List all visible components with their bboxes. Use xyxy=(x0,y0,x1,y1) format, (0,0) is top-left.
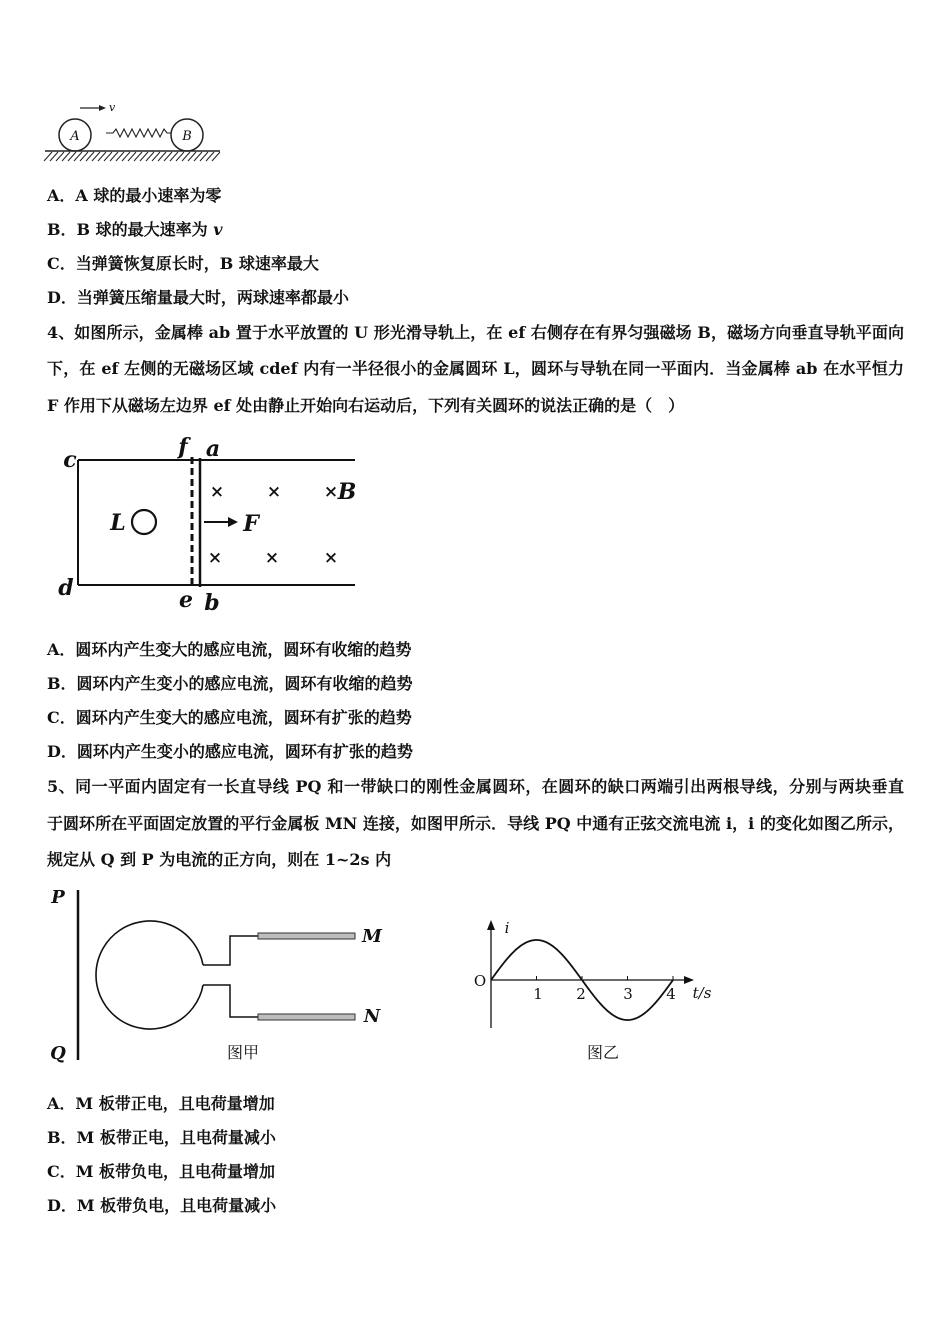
option-text: 当弹簧压缩量最大时，两球速率都最小 xyxy=(76,288,349,307)
q5-stem-line-2: 于圆环所在平面固定放置的平行金属板 MN 连接，如图甲所示．导线 PQ 中通有正弦交流电流 i，i 的变化如图乙所示， xyxy=(47,814,904,833)
field-mark: × xyxy=(209,482,225,502)
option-letter: A． xyxy=(47,1094,76,1113)
option-letter: C． xyxy=(47,1162,76,1181)
option-text: B 球的最大速率为 xyxy=(76,220,214,239)
q5-option-d xyxy=(47,1194,276,1218)
field-mark: × xyxy=(264,548,280,568)
ball-b-label: B xyxy=(182,129,192,144)
ball-a-label: A xyxy=(70,129,80,144)
option-text: A 球的最小速率为零 xyxy=(75,186,222,205)
q3-option-c xyxy=(47,252,319,276)
option-letter: C． xyxy=(47,254,76,273)
velocity-label: v xyxy=(109,101,116,114)
figure-rails-field xyxy=(50,430,365,615)
option-text: M 板带负电，且电荷量增加 xyxy=(75,1162,276,1181)
option-text: 圆环内产生变大的感应电流，圆环有扩张的趋势 xyxy=(75,708,412,727)
q4-stem-line-3: F 作用下从磁场左边界 ef 处由静止开始向右运动后，下列有关圆环的说法正确的是（ ） xyxy=(47,396,685,415)
t-axis-arrow xyxy=(684,976,694,984)
option-letter: D． xyxy=(47,288,77,307)
label-p: P xyxy=(51,887,65,908)
option-letter: D． xyxy=(47,1196,77,1215)
field-mark: × xyxy=(266,482,282,502)
field-mark: × xyxy=(323,482,339,502)
option-letter: A． xyxy=(47,640,76,659)
upper-lead-wire xyxy=(203,936,258,965)
label-ring-l: L xyxy=(110,510,126,536)
figure-wire-ring-graph xyxy=(40,882,725,1067)
tick-label: 1 xyxy=(533,985,543,1003)
label-m: M xyxy=(362,926,382,947)
option-letter: B． xyxy=(47,1128,77,1147)
q3-option-a xyxy=(47,184,221,208)
option-letter: A． xyxy=(47,186,76,205)
q5-option-c xyxy=(47,1160,275,1184)
q3-option-d xyxy=(47,286,349,310)
option-letter: B． xyxy=(47,220,77,239)
tick-label: 3 xyxy=(623,985,633,1003)
option-letter: C． xyxy=(47,708,76,727)
plate-n xyxy=(258,1014,355,1020)
q5-stem-line-1: 5、同一平面内固定有一长直导线 PQ 和一带缺口的刚性金属圆环，在圆环的缺口两端引出两根导线，分别与两块垂直 xyxy=(47,777,904,796)
caption-figure-a: 图甲 xyxy=(226,1043,260,1062)
label-q: Q xyxy=(50,1043,66,1064)
i-axis-label: i xyxy=(504,919,510,937)
option-variable: v xyxy=(213,220,223,239)
label-f: f xyxy=(178,434,188,460)
option-letter: D． xyxy=(47,742,77,761)
q4-option-a xyxy=(47,638,411,662)
caption-figure-b: 图乙 xyxy=(586,1043,620,1062)
figure-a xyxy=(50,887,383,1064)
origin-label: O xyxy=(473,972,487,990)
q4-option-d xyxy=(47,740,413,764)
option-text: 圆环内产生变小的感应电流，圆环有收缩的趋势 xyxy=(76,674,413,693)
label-c: c xyxy=(63,447,77,473)
option-text: 圆环内产生变大的感应电流，圆环有收缩的趋势 xyxy=(75,640,412,659)
tick-label: 2 xyxy=(576,985,586,1003)
label-field-b: B xyxy=(337,479,357,505)
lower-lead-wire xyxy=(203,985,258,1017)
force-arrow xyxy=(204,517,238,527)
label-a: a xyxy=(205,436,221,462)
field-mark: × xyxy=(207,548,223,568)
option-text: 当弹簧恢复原长时，B 球速率最大 xyxy=(75,254,319,273)
figure-b-sine-graph xyxy=(474,919,712,1062)
label-d: d xyxy=(58,575,74,601)
q3-option-b xyxy=(47,218,223,242)
q4-stem-line-1: 4、如图所示，金属棒 ab 置于水平放置的 U 形光滑导轨上，在 ef 右侧存在有界匀强磁场 B，磁场方向垂直导轨平面向 xyxy=(47,323,904,342)
q4-stem-line-2: 下，在 ef 左侧的无磁场区域 cdef 内有一半径很小的金属圆环 L，圆环与导轨在同一平面内．当金属棒 ab 在水平恒力 xyxy=(47,359,904,378)
figure-balls-spring xyxy=(40,98,225,164)
metal-ring-with-gap xyxy=(96,921,203,1029)
i-axis-arrow xyxy=(487,920,495,930)
label-b: b xyxy=(204,590,220,616)
t-axis-label: t/s xyxy=(692,984,712,1002)
metal-ring xyxy=(132,510,156,534)
option-text: M 板带正电，且电荷量增加 xyxy=(75,1094,275,1113)
spring xyxy=(106,129,171,137)
ground-hatching xyxy=(44,152,220,161)
q4-option-b xyxy=(47,672,413,696)
option-text: M 板带正电，且电荷量减小 xyxy=(76,1128,276,1147)
q5-option-b xyxy=(47,1126,276,1150)
label-e: e xyxy=(179,587,193,613)
velocity-arrow xyxy=(80,105,106,111)
label-force-f: F xyxy=(243,511,259,537)
field-mark: × xyxy=(323,548,339,568)
q4-option-c xyxy=(47,706,412,730)
option-text: M 板带负电，且电荷量减小 xyxy=(76,1196,277,1215)
option-text: 圆环内产生变小的感应电流，圆环有扩张的趋势 xyxy=(76,742,413,761)
q5-stem-line-3: 规定从 Q 到 P 为电流的正方向，则在 1~2s 内 xyxy=(47,850,392,869)
option-letter: B． xyxy=(47,674,77,693)
q5-option-a xyxy=(47,1092,275,1116)
plate-m xyxy=(258,933,355,939)
tick-label: 4 xyxy=(666,985,676,1003)
label-n: N xyxy=(363,1006,381,1027)
